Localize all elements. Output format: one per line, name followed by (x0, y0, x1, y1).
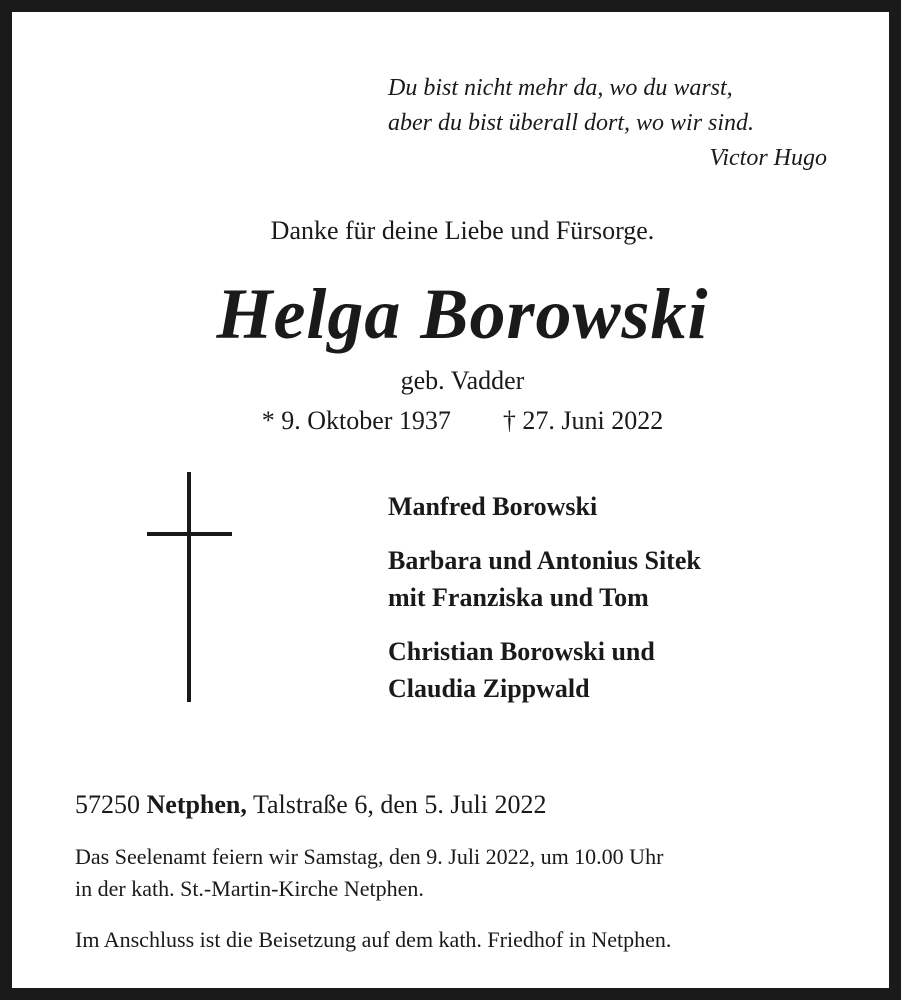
family-member-3-cont: Claudia Zippwald (388, 674, 590, 703)
deceased-name: Helga Borowski (216, 274, 709, 354)
notice-line-3: Im Anschluss ist die Beisetzung auf dem kath. Friedhof in Netphen. (75, 927, 672, 952)
quote-line-2: aber du bist überall dort, wo wir sind. (388, 110, 755, 136)
maiden-name: geb. Vadder (400, 366, 525, 395)
cross-vertical-bar (187, 472, 191, 702)
birth-date: * 9. Oktober 1937 (261, 406, 451, 435)
address-line (75, 788, 546, 822)
cross-horizontal-bar (147, 532, 232, 536)
quote-line-1: Du bist nicht mehr da, wo du warst, (388, 75, 733, 101)
notice-line-1: Das Seelenamt feiern wir Samstag, den 9. Juli 2022, um 10.00 Uhr (75, 844, 664, 869)
quote-author: Victor Hugo (709, 145, 827, 171)
address-rest: Talstraße 6, den 5. Juli 2022 (252, 790, 547, 819)
life-dates (12, 404, 901, 438)
family-member-2: Barbara und Antonius Sitek (388, 546, 701, 575)
thanks-line: Danke für deine Liebe und Fürsorge. (270, 216, 655, 245)
address-postcode: 57250 (75, 790, 140, 819)
death-date: † 27. Juni 2022 (502, 406, 664, 435)
family-member-1: Manfred Borowski (388, 492, 598, 521)
notice-line-2: in der kath. St.-Martin-Kirche Netphen. (75, 876, 424, 901)
address-city: Netphen, (146, 790, 247, 819)
family-member-3: Christian Borowski und (388, 637, 655, 666)
family-member-2-cont: mit Franziska und Tom (388, 583, 649, 612)
